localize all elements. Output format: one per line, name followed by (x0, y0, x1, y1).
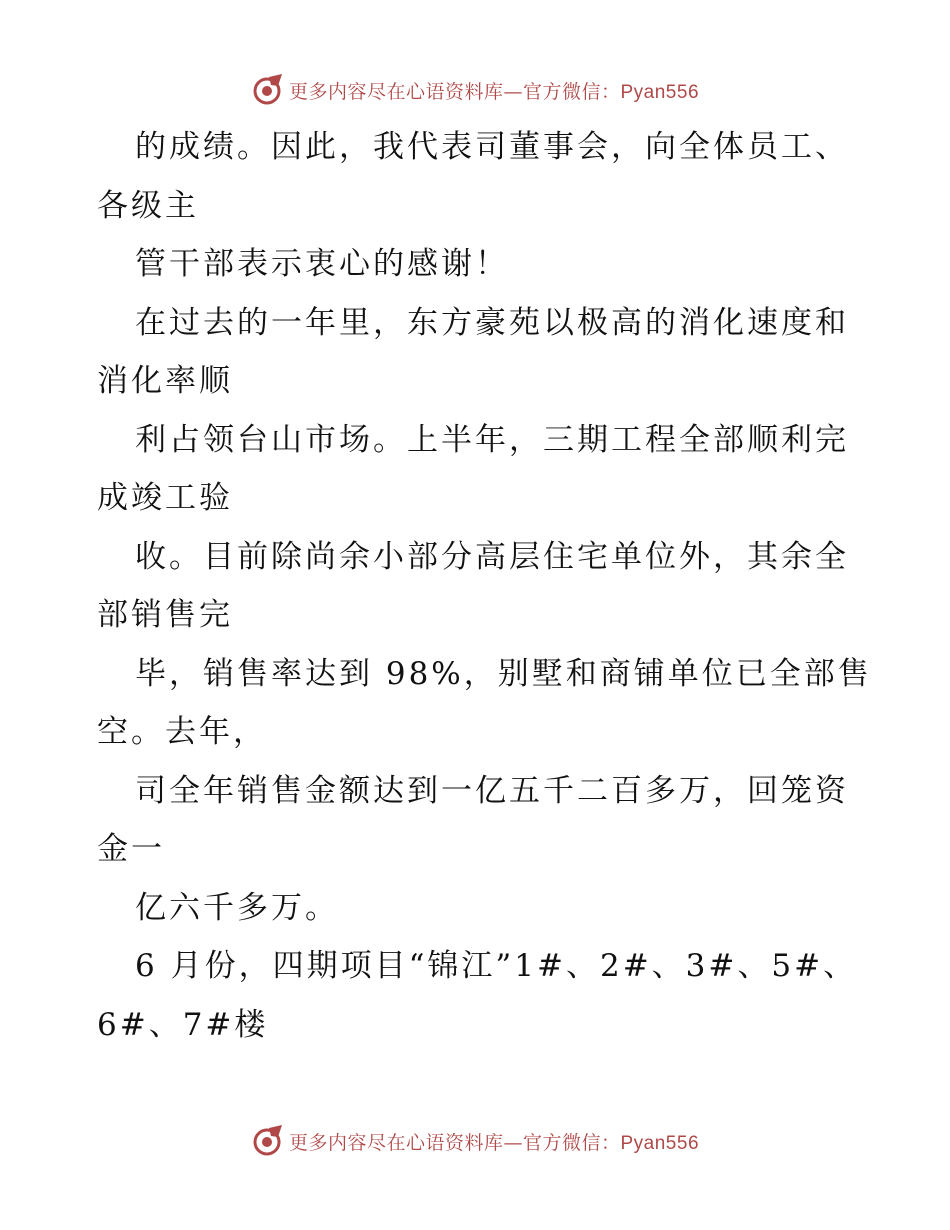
body-line: 的成绩。因此，我代表司董事会，向全体员工、 (135, 129, 849, 165)
body-line: 各级主 (97, 187, 199, 224)
logo-icon (251, 1124, 285, 1158)
header-watermark (0, 70, 950, 110)
wechat-id: Pyan556 (620, 1132, 700, 1154)
document-body (97, 118, 872, 1054)
watermark-text: 更多内容尽在心语资料库—官方微信：Pyan556 (288, 80, 700, 103)
body-line: 6 月份，四期项目“锦江”1#、2#、3#、5#、 (135, 948, 858, 984)
body-line: 司全年销售金额达到一亿五千二百多万，回笼资 (135, 772, 849, 809)
body-line: 收。目前除尚余小部分高层住宅单位外，其余全 (135, 538, 849, 575)
logo-icon (251, 73, 285, 107)
body-line: 空。去年， (97, 714, 267, 750)
body-line: 6#、7#楼 (97, 1006, 269, 1043)
body-line: 部销售完 (97, 597, 233, 633)
body-line: 成竣工验 (97, 480, 233, 516)
body-line: 亿六千多万。 (135, 889, 339, 926)
watermark-text: 更多内容尽在心语资料库—官方微信：Pyan556 (288, 1131, 700, 1154)
body-line: 利占领台山市场。上半年，三期工程全部顺利完 (135, 421, 849, 458)
body-line: 管干部表示衷心的感谢！ (135, 246, 509, 282)
wechat-id: Pyan556 (620, 81, 700, 103)
body-line: 消化率顺 (97, 363, 233, 399)
body-line: 在过去的一年里，东方豪苑以极高的消化速度和 (135, 304, 849, 341)
footer-watermark (0, 1121, 950, 1161)
body-line: 毕，销售率达到 98%，别墅和商铺单位已全部售 (135, 655, 872, 692)
body-line: 金一 (97, 831, 165, 867)
